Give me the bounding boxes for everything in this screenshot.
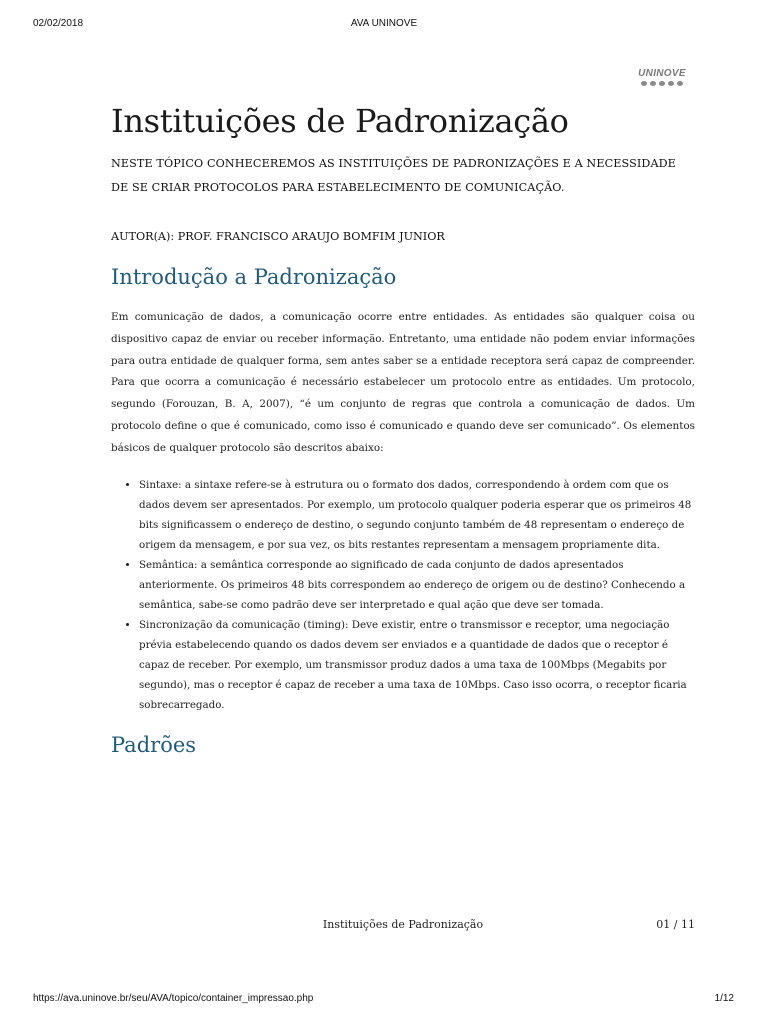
document-author: AUTOR(A): PROF. FRANCISCO ARAUJO BOMFIM JUNIOR [111,230,445,243]
print-date: 02/02/2018 [33,18,84,29]
list-item-semantica: • Semântica: a semântica corresponde ao significado de cada conjunto de dados apresentados anteriormente. Os primeiros 48 bits correspondem ao endereço de origem ou de destino? Conhecendo a semântica, sabe-se como padrão deve ser interpretado e qual ação que deve ser tomada. [139,555,695,615]
print-page-title: AVA UNINOVE [350,18,418,29]
logo-text: UNINOVE [638,68,686,79]
list-item-sintaxe: • Sintaxe: a sintaxe refere-se à estrutura ou o formato dos dados, correspondendo à ordem com que os dados devem ser apresentados. Por exemplo, um protocolo qualquer poderia esperar que os primeiros 48 bits significassem o endereço de destino, o segundo conjunto também de 48 representam o endereço de origem da mensagem, e por sua vez, os bits restantes representam a mensagem propriamente dita. [139,475,695,555]
uninove-logo [634,68,690,86]
section-heading-intro: Introdução a Padronização [111,265,397,289]
browser-print-footer [0,993,768,1007]
browser-print-header [0,18,768,32]
section-heading-padroes: Padrões [111,732,197,757]
intro-paragraph: Em comunicação de dados, a comunicação ocorre entre entidades. As entidades são qualquer coisa ou dispositivo capaz de enviar ou receber informação. Entretanto, uma entidade não podem enviar informações para outra entidade de qualquer forma, sem antes saber se a entidade receptora será capaz de compreender. Para que ocorra a comunicação é necessário estabelecer um protocolo entre as entidades. Um protocolo, segundo (Forouzan, B. A, 2007), “é um conjunto de regras que controla a comunicação de dados. Um protocolo define o que é comunicado, como isso é comunicado e quando deve ser comunicado”. Os elementos básicos de qualquer protocolo são descritos abaixo: [111,311,695,454]
document-title: Instituições de Padronização [111,102,569,140]
document-content [111,100,695,759]
print-url: https://ava.uninove.br/seu/AVA/topico/container_impressao.php [33,993,314,1004]
footer-title: Instituições de Padronização [322,918,484,931]
print-page-count: 1/12 [714,993,734,1004]
footer-page-number: 01 / 11 [656,918,695,931]
logo-dots [634,81,690,86]
list-item-sincronizacao: • Sincronização da comunicação (timing): Deve existir, entre o transmissor e receptor, uma negociação prévia estabelecendo quando os dados devem ser enviados e a quantidade de dados que o receptor é capaz de receber. Por exemplo, um transmissor produz dados a uma taxa de 100Mbps (Megabits por segundo), mas o receptor é capaz de receber a uma taxa de 10Mbps. Caso isso ocorra, o receptor ficaria sobrecarregado. [139,615,695,715]
document-subtitle: NESTE TÓPICO CONHECEREMOS AS INSTITUIÇÕES DE PADRONIZAÇÕES E A NECESSIDADE DE SE CRIAR PROTOCOLOS PARA ESTABELECIMENTO DE COMUNICAÇÃO. [111,157,676,194]
protocol-elements-list [111,475,695,715]
